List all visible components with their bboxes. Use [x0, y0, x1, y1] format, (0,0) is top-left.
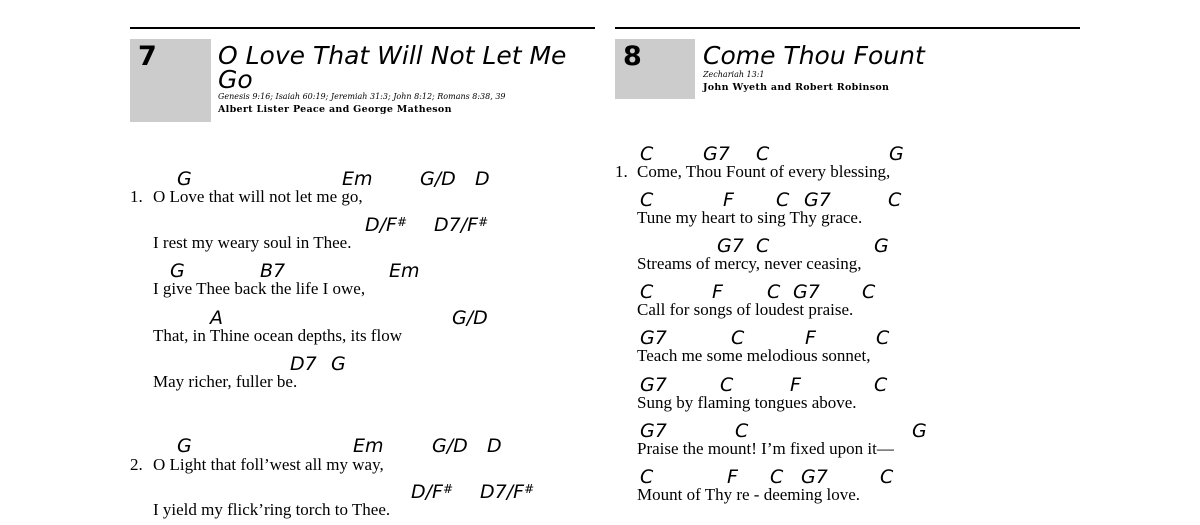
chord: D7/F# — [434, 214, 489, 236]
lyric-text: Praise the mount! I’m fixed upon it— — [637, 439, 894, 458]
chord: C — [756, 143, 770, 165]
chord: D — [487, 435, 502, 457]
chord: D — [475, 168, 490, 190]
chord: F — [790, 374, 801, 396]
chord: D7 — [290, 353, 317, 375]
song-number: 7 — [138, 41, 157, 72]
chord: C — [640, 189, 654, 211]
chord: G — [912, 420, 927, 442]
lyric-text: I give Thee back the life I owe, — [153, 279, 366, 298]
chord: F — [723, 189, 734, 211]
song-title: Come Thou Fount — [703, 41, 925, 70]
chord: G — [170, 260, 185, 282]
chord: F — [805, 327, 816, 349]
scripture-references: Zechariah 13:1 — [703, 70, 765, 79]
chord: D/F# — [411, 481, 454, 503]
lyric-text: I yield my flick’ring torch to Thee. — [153, 500, 391, 519]
chord: G7 — [804, 189, 831, 211]
chord: G7 — [703, 143, 730, 165]
lyric-text: Sung by flaming tongues above. — [637, 393, 857, 412]
chord: C — [770, 466, 784, 488]
lyric-text: That, in Thine ocean depths, its flow — [153, 326, 402, 345]
chord: Em — [342, 168, 373, 190]
song-title: O Love That Will Not Let Me Go — [218, 41, 567, 94]
lyric-text: Mount of Thy re - deeming love. — [637, 485, 861, 504]
chord: C — [876, 327, 890, 349]
chord: G7 — [640, 420, 667, 442]
chord: D7/F# — [480, 481, 535, 503]
lyric-text: Streams of mercy, never ceasing, — [637, 254, 862, 273]
chord: C — [640, 466, 654, 488]
chord: G — [874, 235, 889, 257]
chord: C — [767, 281, 781, 303]
chord: Em — [353, 435, 384, 457]
lyric-text: Call for songs of loudest praise. — [637, 300, 854, 319]
chord: C — [862, 281, 876, 303]
chord: G/D — [420, 168, 456, 190]
lyric-text: Teach me some melodious sonnet, — [637, 346, 871, 365]
song-number-box — [615, 39, 695, 99]
chord: D/F# — [365, 214, 408, 236]
chord: F — [727, 466, 738, 488]
chord: C — [720, 374, 734, 396]
song-number-box — [130, 39, 211, 122]
chord: Em — [389, 260, 420, 282]
lyric-text: O Light that foll’west all my way, — [153, 455, 384, 474]
song-7 — [130, 0, 595, 525]
verse-number: 2. — [130, 455, 143, 474]
chord: G/D — [452, 307, 488, 329]
chord: G/D — [432, 435, 468, 457]
lyric-text: O Love that will not let me go, — [153, 187, 363, 206]
song-number: 8 — [623, 41, 642, 72]
chord: G — [177, 168, 192, 190]
chord: C — [756, 235, 770, 257]
chord: G — [331, 353, 346, 375]
lyric-text: Come, Thou Fount of every blessing, — [637, 162, 891, 181]
chord: G7 — [801, 466, 828, 488]
chord: A — [210, 307, 223, 329]
chord: B7 — [260, 260, 286, 282]
chord: C — [731, 327, 745, 349]
verse-number: 1. — [615, 162, 628, 181]
lyric-text: Tune my heart to sing Thy grace. — [637, 208, 863, 227]
lyric-text: I rest my weary soul in Thee. — [153, 233, 352, 252]
chord: C — [640, 281, 654, 303]
chord: G — [177, 435, 192, 457]
chord: G7 — [640, 327, 667, 349]
chord: C — [888, 189, 902, 211]
verse-number: 1. — [130, 187, 143, 206]
chord: C — [776, 189, 790, 211]
header-rule — [615, 27, 1080, 29]
chord: C — [640, 143, 654, 165]
chord: F — [712, 281, 723, 303]
lyric-text: May richer, fuller be. — [153, 372, 298, 391]
chord: C — [874, 374, 888, 396]
scripture-references: Genesis 9:16; Isaiah 60:19; Jeremiah 31:3; John 8:12; Romans 8:38, 39 — [218, 92, 506, 101]
chord: C — [735, 420, 749, 442]
chord: C — [880, 466, 894, 488]
chord: G7 — [793, 281, 820, 303]
chord: G7 — [717, 235, 744, 257]
chord: G — [889, 143, 904, 165]
chord: G7 — [640, 374, 667, 396]
song-authors: John Wyeth and Robert Robinson — [703, 82, 890, 93]
header-rule — [130, 27, 595, 29]
song-8 — [615, 0, 1080, 525]
song-authors: Albert Lister Peace and George Matheson — [218, 104, 452, 115]
